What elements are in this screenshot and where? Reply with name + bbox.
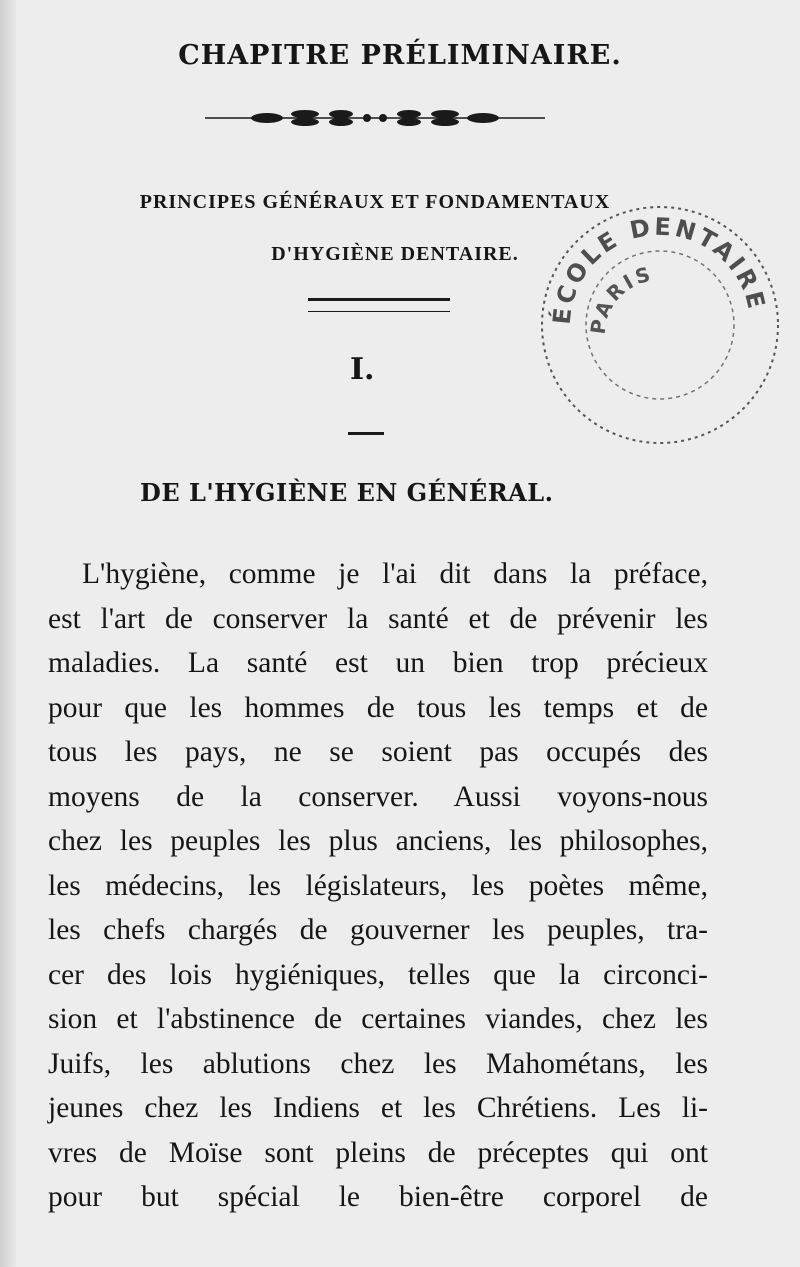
section-title: DE L'HYGIÈNE EN GÉNÉRAL.	[140, 478, 554, 507]
body-paragraph	[48, 552, 708, 1220]
body-line: sion et l'abstinence de certaines viandes, chez les	[48, 1003, 708, 1035]
body-line: jeunes chez les Indiens et les Chrétiens. Les li-	[48, 1092, 708, 1124]
body-line: Juifs, les ablutions chez les Mahométans, les	[48, 1047, 708, 1080]
principles-line-2: D'HYGIÈNE DENTAIRE.	[271, 243, 519, 265]
body-line: L'hygiène, comme je l'ai dit dans la préface,	[82, 558, 708, 590]
body-line: pour que les hommes de tous les temps et de	[48, 691, 708, 724]
principles-heading	[40, 176, 710, 280]
body-line: est l'art de conserver la santé et de prévenir les	[48, 602, 708, 635]
stamp-outer-text: ÉCOLE DENTAIRE	[547, 212, 772, 326]
double-rule-divider	[308, 298, 450, 312]
body-line: les chefs chargés de gouverner les peuples, tra-	[48, 914, 708, 946]
body-line: cer des lois hygiéniques, telles que la circonci-	[48, 958, 708, 991]
body-line: tous les pays, ne se soient pas occupés des	[48, 736, 708, 768]
body-line: les médecins, les législateurs, les poètes même,	[48, 869, 708, 902]
ornament-divider	[205, 104, 545, 132]
chapter-title: CHAPITRE PRÉLIMINAIRE.	[178, 40, 622, 71]
section-number: I.	[350, 352, 375, 387]
body-line: maladies. La santé est un bien trop précieux	[48, 647, 708, 679]
principles-line-1: PRINCIPES GÉNÉRAUX ET FONDAMENTAUX	[139, 191, 611, 213]
page-gutter-shadow	[0, 0, 16, 1267]
stamp-inner-text: PARIS	[585, 261, 656, 336]
body-line: moyens de la conserver. Aussi voyons-nous	[48, 780, 708, 813]
body-line: pour but spécial le bien-être corporel de	[48, 1181, 708, 1213]
body-line: chez les peuples les plus anciens, les philosophes,	[48, 825, 708, 857]
body-line: vres de Moïse sont pleins de préceptes qui ont	[48, 1136, 708, 1169]
short-rule-divider	[348, 432, 384, 435]
